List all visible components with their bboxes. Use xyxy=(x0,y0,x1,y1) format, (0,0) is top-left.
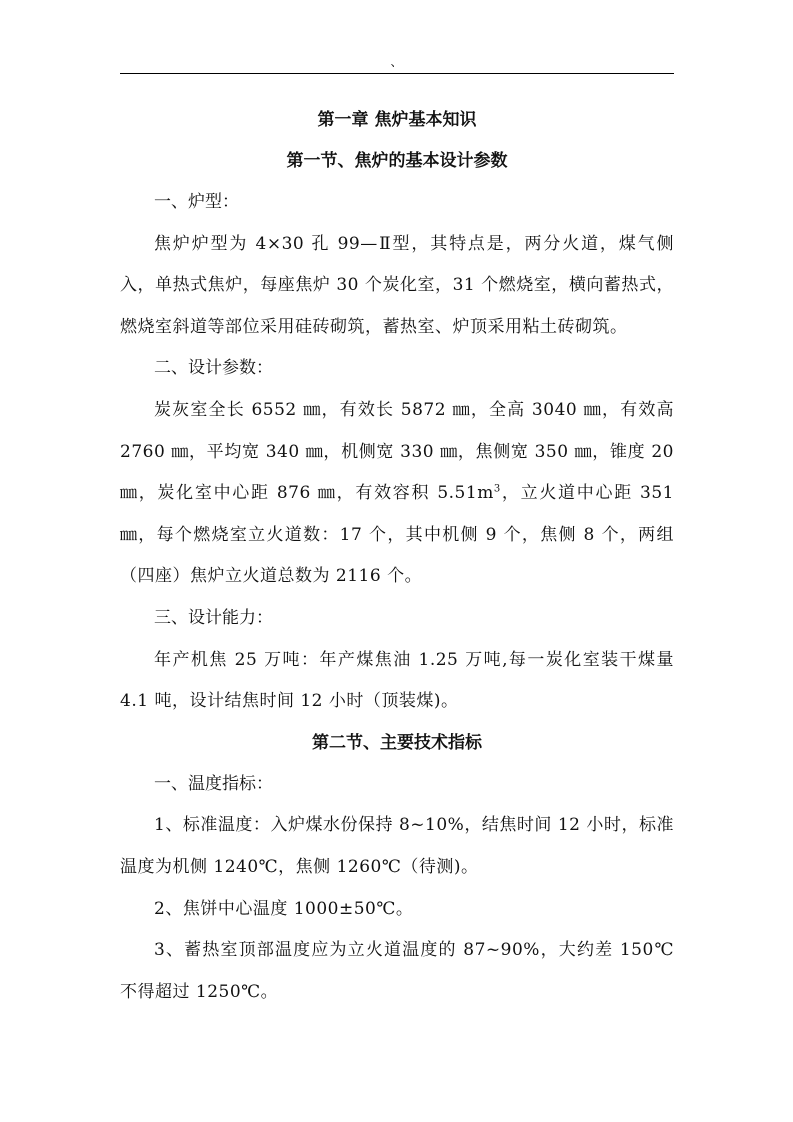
chapter-title: 第一章 焦炉基本知识 xyxy=(317,110,477,130)
header-mark: 、 xyxy=(390,55,403,69)
design-capacity-paragraph: 年产机焦 25 万吨：年产煤焦油 1.25 万吨,每一炭化室装干煤量 4.1 吨，设计结焦时间 12 小时（顶装煤)。 xyxy=(120,649,674,712)
document-body xyxy=(120,100,674,1013)
header-rule xyxy=(120,73,674,74)
cubic-superscript: 3 xyxy=(493,483,501,495)
temperature-item-1: 1、标准温度：入炉煤水份保持 8~10%，结焦时间 12 小时，标准温度为机侧 1240℃，焦侧 1260℃（待测)。 xyxy=(120,815,674,877)
section-2-title: 第二节、主要技术指标 xyxy=(312,732,482,753)
design-params-text-b: ，立火道中心距 351 ㎜，每个燃烧室立火道数：17 个，其中机侧 9 个，焦侧 8 个，两组（四座）焦炉立火道总数为 2116 个。 xyxy=(120,483,674,587)
temperature-heading: 一、温度指标： xyxy=(154,773,273,794)
design-params-text-a: 炭灰室全长 6552 ㎜，有效长 5872 ㎜，全高 3040 ㎜，有效高 2760 ㎜，平均宽 340 ㎜，机侧宽 330 ㎜，焦侧宽 350 ㎜，锥度 20 ㎜，炭化室中心距 876 ㎜，有效容积 5.51m xyxy=(120,399,674,504)
design-params-paragraph xyxy=(120,390,674,598)
section-1-title: 第一节、焦炉的基本设计参数 xyxy=(286,151,508,171)
furnace-type-heading: 一、炉型： xyxy=(154,192,239,212)
temperature-item-2: 2、焦饼中心温度 1000±50℃。 xyxy=(154,898,414,919)
design-params-heading: 二、设计参数： xyxy=(154,358,273,379)
design-capacity-heading: 三、设计能力： xyxy=(154,607,273,628)
temperature-item-3: 3、蓄热室顶部温度应为立火道温度的 87~90%，大约差 150℃不得超过 1250℃。 xyxy=(120,940,674,1002)
furnace-type-paragraph: 焦炉炉型为 4×30 孔 99—Ⅱ型，其特点是，两分火道，煤气侧入，单热式焦炉，每座焦炉 30 个炭化室，31 个燃烧室，横向蓄热式，燃烧室斜道等部位采用硅砖砌筑，蓄热室、炉顶采用粘土砖砌筑。 xyxy=(120,233,674,337)
